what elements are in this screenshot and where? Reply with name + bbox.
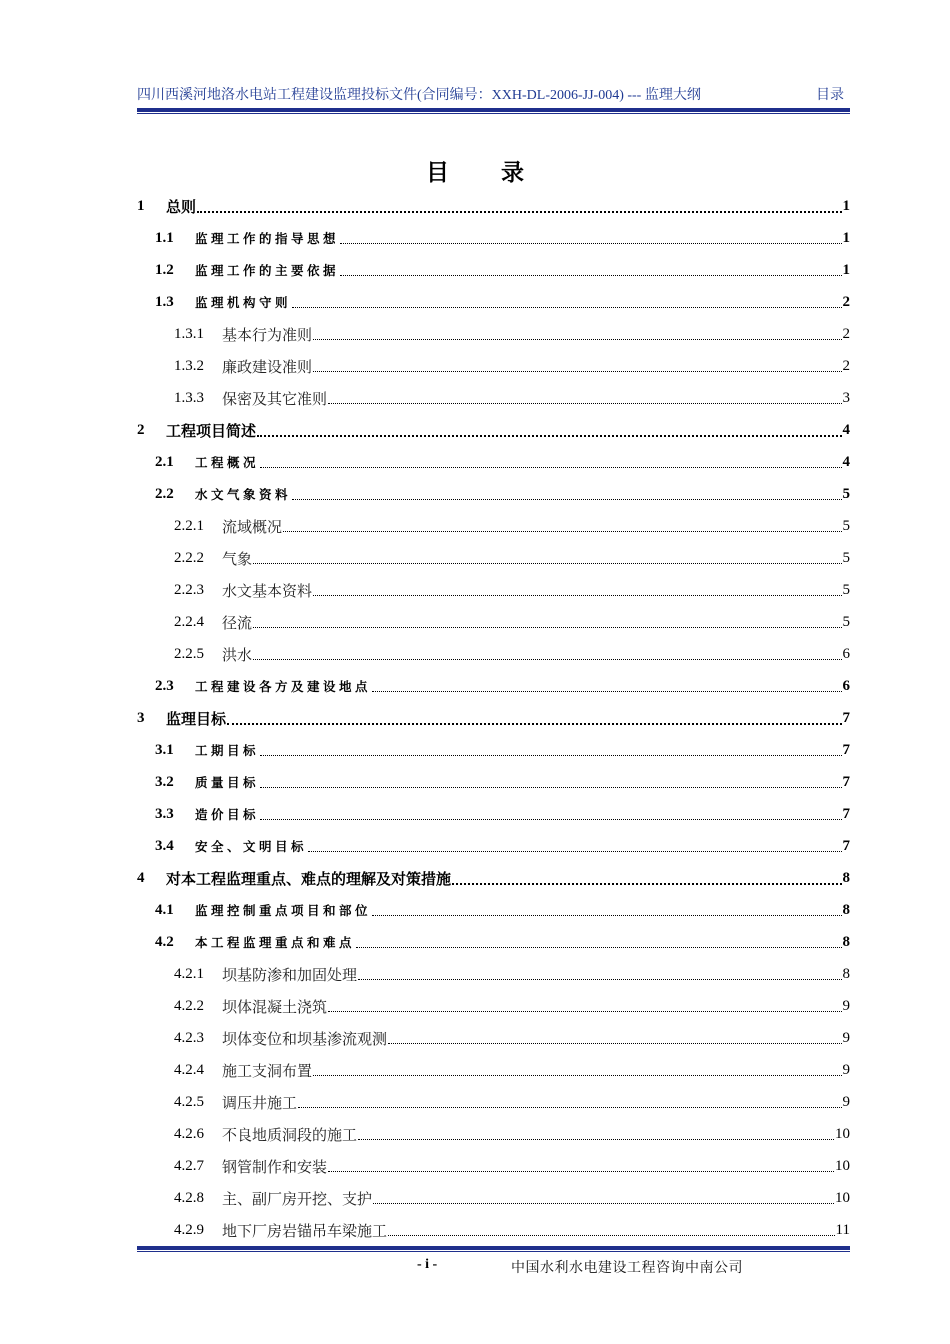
- toc-entry-title: 造价目标: [195, 807, 260, 822]
- toc-entry-title: 安全、文明目标: [195, 839, 308, 854]
- toc-entry-title: 保密及其它准则: [222, 389, 328, 408]
- footer-page-number: - i -: [417, 1257, 438, 1272]
- toc-dot-leader: [308, 848, 841, 852]
- toc-entry-page: 5: [842, 485, 850, 502]
- toc-dot-leader: [227, 720, 841, 725]
- toc-entry[interactable]: [137, 1054, 850, 1086]
- toc-entry-page: 5: [842, 517, 850, 534]
- toc-entry-title: 气象: [222, 549, 253, 568]
- toc-dot-leader: [373, 1200, 834, 1204]
- toc-dot-leader: [358, 976, 841, 980]
- toc-dot-leader: [292, 304, 841, 308]
- toc-entry-number: 2.2.2: [174, 549, 204, 566]
- toc-dot-leader: [340, 272, 841, 276]
- toc-dot-leader: [372, 912, 841, 916]
- toc-entry-title: 不良地质洞段的施工: [222, 1125, 358, 1144]
- header-document-title: 四川西溪河地洛水电站工程建设监理投标文件(合同编号：XXH-DL-2006-JJ-004) --- 监理大纲: [137, 88, 701, 103]
- footer-rule-thin: [137, 1251, 850, 1252]
- toc-entry[interactable]: [137, 830, 850, 862]
- toc-entry-title: 监理工作的指导思想: [195, 231, 340, 246]
- toc-entry-number: 2: [137, 421, 145, 438]
- toc-entry-page: 7: [842, 837, 850, 854]
- toc-dot-leader: [253, 656, 841, 660]
- toc-entry-title: 工程建设各方及建设地点: [195, 679, 372, 694]
- toc-entry-page: 2: [842, 357, 850, 374]
- toc-entry-title: 对本工程监理重点、难点的理解及对策措施: [166, 869, 452, 888]
- toc-dot-leader: [388, 1040, 841, 1044]
- toc-entry-number: 2.2.4: [174, 613, 204, 630]
- toc-entry-title: 监理机构守则: [195, 295, 292, 310]
- toc-entry[interactable]: [137, 990, 850, 1022]
- toc-dot-leader: [313, 1072, 841, 1076]
- toc-entry[interactable]: [137, 638, 850, 670]
- toc-entry[interactable]: [137, 862, 850, 894]
- toc-entry[interactable]: [137, 702, 850, 734]
- footer-organization: 中国水利水电建设工程咨询中南公司: [511, 1260, 743, 1276]
- toc-entry-title: 总则: [166, 197, 197, 216]
- toc-entry-title: 工期目标: [195, 743, 260, 758]
- toc-entry-title: 本工程监理重点和难点: [195, 935, 356, 950]
- toc-dot-leader: [340, 240, 841, 244]
- toc-dot-leader: [356, 944, 841, 948]
- toc-entry-page: 8: [842, 901, 850, 918]
- toc-entry-page: 11: [835, 1221, 850, 1238]
- toc-entry[interactable]: [137, 510, 850, 542]
- toc-entry-number: 1: [137, 197, 145, 214]
- toc-entry-number: 4.2.9: [174, 1221, 204, 1238]
- header-section-label: 目录: [816, 88, 844, 103]
- toc-entry-page: 4: [842, 453, 850, 470]
- toc-entry-page: 7: [842, 709, 850, 726]
- toc-entry-title: 质量目标: [195, 775, 260, 790]
- toc-entry-title: 监理工作的主要依据: [195, 263, 340, 278]
- toc-dot-leader: [372, 688, 841, 692]
- toc-entry[interactable]: [137, 606, 850, 638]
- toc-entry[interactable]: [137, 1022, 850, 1054]
- table-of-contents: [137, 190, 850, 1246]
- toc-entry-number: 4.2.2: [174, 997, 204, 1014]
- toc-entry-number: 2.1: [155, 453, 174, 470]
- toc-entry[interactable]: [137, 766, 850, 798]
- toc-entry-number: 1.3.2: [174, 357, 204, 374]
- toc-dot-leader: [283, 528, 841, 532]
- toc-entry-page: 1: [842, 197, 850, 214]
- toc-dot-leader: [313, 368, 841, 372]
- toc-entry-page: 9: [842, 997, 850, 1014]
- toc-entry[interactable]: [137, 478, 850, 510]
- toc-entry-number: 4.2.1: [174, 965, 204, 982]
- toc-entry-page: 2: [842, 325, 850, 342]
- footer-rule-thick: [137, 1246, 850, 1250]
- toc-entry-page: 9: [842, 1061, 850, 1078]
- toc-dot-leader: [298, 1104, 841, 1108]
- toc-entry[interactable]: [137, 574, 850, 606]
- toc-entry-number: 3.1: [155, 741, 174, 758]
- toc-entry-title: 基本行为准则: [222, 325, 313, 344]
- toc-entry[interactable]: [137, 382, 850, 414]
- toc-entry[interactable]: [137, 734, 850, 766]
- toc-dot-leader: [358, 1136, 834, 1140]
- toc-entry-number: 4.2.3: [174, 1029, 204, 1046]
- toc-entry-title: 坝体混凝土浇筑: [222, 997, 328, 1016]
- page-header: [137, 86, 850, 108]
- toc-entry-number: 3: [137, 709, 145, 726]
- toc-entry[interactable]: [137, 318, 850, 350]
- toc-entry-page: 6: [842, 645, 850, 662]
- toc-entry-page: 7: [842, 805, 850, 822]
- toc-entry-page: 7: [842, 741, 850, 758]
- toc-entry-page: 10: [835, 1189, 850, 1206]
- toc-dot-leader: [328, 1008, 841, 1012]
- toc-entry[interactable]: [137, 894, 850, 926]
- toc-entry-title: 监理目标: [166, 709, 227, 728]
- toc-dot-leader: [197, 208, 841, 213]
- toc-entry-page: 5: [842, 613, 850, 630]
- toc-entry-title: 水文基本资料: [222, 581, 313, 600]
- toc-entry[interactable]: [137, 1086, 850, 1118]
- toc-entry-number: 2.2.3: [174, 581, 204, 598]
- toc-entry-page: 5: [842, 549, 850, 566]
- toc-entry-page: 5: [842, 581, 850, 598]
- toc-entry-number: 1.1: [155, 229, 174, 246]
- toc-dot-leader: [452, 880, 841, 885]
- toc-entry-page: 3: [842, 389, 850, 406]
- toc-dot-leader: [313, 336, 841, 340]
- toc-entry[interactable]: [137, 414, 850, 446]
- toc-dot-leader: [260, 464, 841, 468]
- toc-entry[interactable]: [137, 1214, 850, 1246]
- toc-entry-page: 2: [842, 293, 850, 310]
- toc-entry-page: 10: [835, 1157, 850, 1174]
- toc-entry-number: 4.2.4: [174, 1061, 204, 1078]
- toc-entry[interactable]: [137, 222, 850, 254]
- toc-entry-number: 4.2: [155, 933, 174, 950]
- toc-entry-title: 地下厂房岩锚吊车梁施工: [222, 1221, 388, 1240]
- toc-dot-leader: [253, 560, 841, 564]
- toc-entry-title: 调压井施工: [222, 1093, 298, 1112]
- toc-entry[interactable]: [137, 1118, 850, 1150]
- toc-entry-title: 工程概况: [195, 455, 260, 470]
- toc-dot-leader: [328, 400, 841, 404]
- toc-entry-page: 8: [842, 933, 850, 950]
- toc-entry-number: 4.1: [155, 901, 174, 918]
- toc-entry-title: 工程项目简述: [166, 421, 257, 440]
- toc-entry-title: 钢管制作和安装: [222, 1157, 328, 1176]
- toc-entry-number: 1.2: [155, 261, 174, 278]
- toc-entry[interactable]: [137, 1182, 850, 1214]
- toc-entry-number: 4.2.8: [174, 1189, 204, 1206]
- toc-entry-page: 9: [842, 1029, 850, 1046]
- toc-entry-title: 廉政建设准则: [222, 357, 313, 376]
- toc-entry-page: 10: [835, 1125, 850, 1142]
- toc-entry[interactable]: [137, 286, 850, 318]
- toc-entry-title: 施工支洞布置: [222, 1061, 313, 1080]
- toc-dot-leader: [328, 1168, 834, 1172]
- toc-entry-title: 水文气象资料: [195, 487, 292, 502]
- toc-entry-page: 7: [842, 773, 850, 790]
- toc-entry-number: 1.3.1: [174, 325, 204, 342]
- toc-entry-number: 2.2.1: [174, 517, 204, 534]
- toc-entry-title: 监理控制重点项目和部位: [195, 903, 372, 918]
- toc-entry-page: 1: [842, 261, 850, 278]
- toc-entry-page: 8: [842, 965, 850, 982]
- toc-dot-leader: [260, 816, 841, 820]
- toc-dot-leader: [260, 784, 841, 788]
- toc-entry-page: 6: [842, 677, 850, 694]
- toc-entry-page: 1: [842, 229, 850, 246]
- toc-entry-number: 1.3.3: [174, 389, 204, 406]
- toc-entry[interactable]: [137, 350, 850, 382]
- toc-entry[interactable]: [137, 798, 850, 830]
- toc-entry-title: 主、副厂房开挖、支护: [222, 1189, 373, 1208]
- toc-entry-number: 2.2.5: [174, 645, 204, 662]
- toc-entry[interactable]: [137, 542, 850, 574]
- toc-entry-title: 洪水: [222, 645, 253, 664]
- toc-title: 目 录: [425, 160, 546, 186]
- toc-entry-number: 3.4: [155, 837, 174, 854]
- toc-entry-page: 8: [842, 869, 850, 886]
- toc-entry-number: 3.2: [155, 773, 174, 790]
- toc-entry[interactable]: [137, 958, 850, 990]
- toc-entry-number: 4.2.6: [174, 1125, 204, 1142]
- toc-dot-leader: [292, 496, 841, 500]
- toc-entry-number: 2.3: [155, 677, 174, 694]
- toc-entry[interactable]: [137, 446, 850, 478]
- toc-dot-leader: [253, 624, 841, 628]
- toc-dot-leader: [257, 432, 841, 437]
- header-rule-thick: [137, 108, 850, 112]
- toc-dot-leader: [313, 592, 841, 596]
- toc-entry-number: 1.3: [155, 293, 174, 310]
- toc-entry[interactable]: [137, 254, 850, 286]
- toc-dot-leader: [388, 1232, 835, 1236]
- toc-entry-title: 径流: [222, 613, 253, 632]
- toc-entry[interactable]: [137, 670, 850, 702]
- toc-entry-number: 2.2: [155, 485, 174, 502]
- toc-entry-number: 3.3: [155, 805, 174, 822]
- toc-entry-title: 流域概况: [222, 517, 283, 536]
- toc-entry-page: 4: [842, 421, 850, 438]
- toc-entry-title: 坝体变位和坝基渗流观测: [222, 1029, 388, 1048]
- toc-entry[interactable]: [137, 190, 850, 222]
- toc-entry-number: 4: [137, 869, 145, 886]
- toc-entry-number: 4.2.5: [174, 1093, 204, 1110]
- header-rule-thin: [137, 113, 850, 114]
- toc-entry-title: 坝基防渗和加固处理: [222, 965, 358, 984]
- toc-dot-leader: [260, 752, 841, 756]
- toc-entry[interactable]: [137, 926, 850, 958]
- toc-entry-number: 4.2.7: [174, 1157, 204, 1174]
- toc-entry-page: 9: [842, 1093, 850, 1110]
- toc-entry[interactable]: [137, 1150, 850, 1182]
